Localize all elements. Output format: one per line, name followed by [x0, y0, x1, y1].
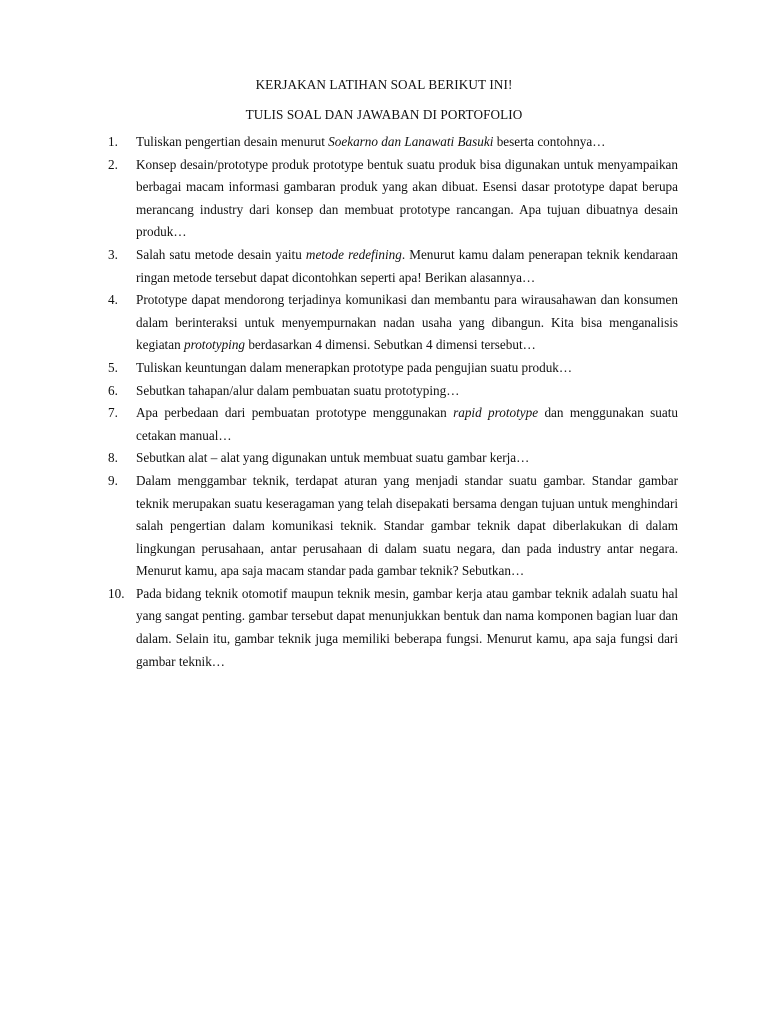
question-item-1 [108, 131, 678, 154]
question-item-10 [108, 583, 678, 673]
question-text-segment: dan menggunakan suatu cetakan manual… [136, 405, 678, 443]
question-text-italic: Soekarno dan Lanawati Basuki [328, 134, 494, 149]
question-text [136, 289, 678, 357]
question-text [136, 357, 678, 380]
question-text [136, 447, 678, 470]
question-number: 6. [108, 382, 118, 398]
question-text-segment: Tuliskan pengertian desain menurut [136, 134, 329, 149]
question-text-segment: Dalam menggambar teknik, terdapat aturan yang menjadi standar suatu gambar. Standar gambar teknik merupakan suatu keseragaman yang telah disepakati bersama dengan tujuan untuk menghindari salah pengertian dalam komunikasi teknik. Standar gambar teknik dapat diberlakukan di dalam lingkungan perusahaan, antar perusahaan di dalam suatu negara, dan pada industry antar negara. Menurut kamu, apa saja macam standar pada gambar teknik? Sebutkan… [136, 472, 678, 579]
question-text-segment: . Menurut kamu dalam penerapan teknik kendaraan ringan metode tersebut dapat dicontohkan seperti apa! Berikan alasannya… [136, 246, 678, 285]
question-item-5 [108, 357, 678, 380]
question-item-7 [108, 402, 678, 447]
question-text-segment: Salah satu metode desain yaitu [136, 246, 306, 262]
question-text-italic: prototyping [183, 337, 246, 353]
question-text-segment: Pada bidang teknik otomotif maupun teknik mesin, gambar kerja atau gambar teknik adalah suatu hal yang sangat penting. gambar tersebut dapat menunjukkan bentuk dan nama komponen bagian luar dan dalam. Selain itu, gambar teknik juga memiliki beberapa fungsi. Menurut kamu, apa saja fungsi dari gambar teknik… [136, 585, 678, 669]
question-text [136, 154, 678, 244]
question-text-segment: Sebutkan tahapan/alur dalam pembuatan suatu prototyping… [136, 382, 460, 398]
question-item-8 [108, 447, 678, 470]
question-text-segment: Apa perbedaan dari pembuatan prototype menggunakan [136, 405, 454, 421]
question-text [136, 380, 678, 403]
question-text [136, 583, 678, 673]
question-number: 9. [108, 472, 118, 488]
question-item-3 [108, 244, 678, 289]
question-item-9 [108, 470, 678, 583]
question-number: 3. [108, 246, 118, 262]
question-number: 8. [108, 450, 118, 466]
question-list [108, 131, 678, 673]
question-number: 10. [108, 585, 125, 601]
question-text-segment: Tuliskan keuntungan dalam menerapkan prototype pada pengujian suatu produk… [136, 359, 573, 375]
question-item-2 [108, 154, 678, 244]
question-item-6 [108, 380, 678, 403]
question-number: 7. [108, 405, 118, 421]
question-text-segment: Konsep desain/prototype produk prototype bentuk suatu produk bisa digunakan untuk menyampaikan berbagai macam informasi gambaran produk yang akan dibuat. Esensi dasar prototype dapat berupa merancang industry dari konsep dan membuat prototype rancangan. Apa tujuan dibuatnya desain produk… [136, 156, 678, 240]
question-text [136, 402, 678, 447]
question-text-segment: beserta contohnya… [493, 134, 606, 149]
question-text-segment: berdasarkan 4 dimensi. Sebutkan 4 dimensi tersebut… [245, 337, 536, 353]
question-text [136, 244, 678, 289]
question-number: 2. [108, 156, 118, 172]
question-text [136, 470, 678, 583]
question-item-4 [108, 289, 678, 357]
question-text [136, 131, 678, 154]
question-text-segment: Prototype dapat mendorong terjadinya komunikasi dan membantu para wirausahawan dan konsumen dalam berinteraksi untuk menyempurnakan nadan usaha yang dibangun. Kita bisa menganalisis kegiatan [136, 292, 678, 353]
document-heading-portfolio: TULIS SOAL DAN JAWABAN DI PORTOFOLIO [245, 107, 523, 122]
question-text-segment: Sebutkan alat – alat yang digunakan untuk membuat suatu gambar kerja… [136, 450, 530, 466]
question-number: 5. [108, 359, 118, 375]
question-text-italic: rapid prototype [453, 405, 539, 421]
question-number: 4. [108, 292, 118, 308]
question-number: 1. [108, 134, 118, 149]
document-heading-instruction: KERJAKAN LATIHAN SOAL BERIKUT INI! [255, 77, 513, 92]
question-text-italic: metode redefining [305, 246, 402, 262]
